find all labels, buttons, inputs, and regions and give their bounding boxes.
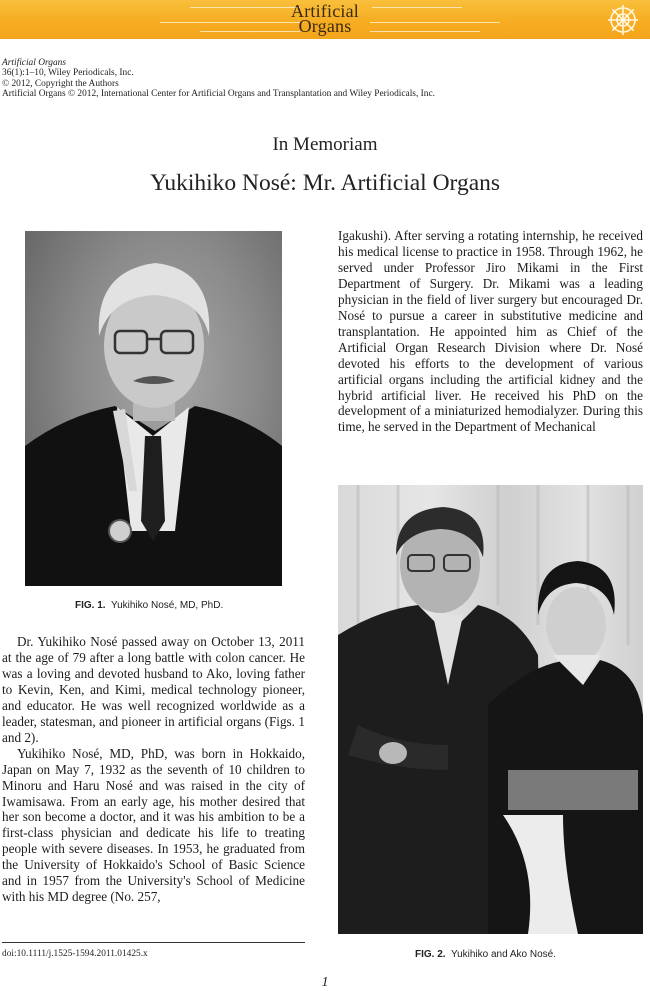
couple-photo [338,485,643,934]
emblem-icon [606,3,640,37]
figure-2-caption [415,949,556,960]
body-right-column [338,228,643,435]
copyright-publisher: Artificial Organs © 2012, International Center for Artificial Organs and Transplantation and Wiley Periodicals, Inc. [2,89,435,100]
paragraph: Igakushi). After serving a rotating internship, he received his medical license to practice in 1958. Through 1962, he served under Professor Jiro Mikami in the First Department of Surgery. Dr. Mikami was a leading physician in the field of liver surgery but encouraged Dr. Nosé to pursue a career in substitutive medicine and transplantation. He appointed him as Chief of the Artificial Organ Research Division where Dr. Nosé devoted his efforts to the development of various artificial organs including the artificial kidney and the hybrid artificial liver. He received his PhD on the development of a miniaturized hemodialyzer. During this time, he served in the Department of Mechanical [338,228,643,435]
portrait-illustration [25,231,282,586]
figure-2-text: Yukihiko and Ako Nosé. [450,949,557,960]
page-number: 1 [321,975,329,990]
article-title: Yukihiko Nosé: Mr. Artificial Organs [149,170,501,196]
figure-1-caption [75,600,223,611]
figure-1-label: FIG. 1. [75,600,106,611]
figure-2-label: FIG. 2. [415,949,446,960]
journal-citation: Artificial Organs [2,58,66,68]
couple-illustration [338,485,643,934]
journal-banner [0,0,650,39]
doi-footnote: doi:10.1111/j.1525-1594.2011.01425.x [2,949,148,959]
journal-name-line1: Artificial [291,1,359,21]
paragraph: Dr. Yukihiko Nosé passed away on October 13, 2011 at the age of 79 after a long battle with colon cancer. He was a loving and devoted husband to Ako, loving father to Kevin, Ken, and Kimi, medical technology pioneer, and educator. He was well recognized worldwide as a leader, statesman, and pioneer in artificial organs (Figs. 1 and 2). [2,634,305,745]
portrait-photo [25,231,282,586]
paragraph: Yukihiko Nosé, MD, PhD, was born in Hokkaido, Japan on May 7, 1932 as the seventh of 10 children to Minoru and Haru Nosé and was raised in the city of Iwamisawa. From an early age, his mother desired that her son become a doctor, and it was his ambition to be a first-class physician and dedicate his life to treating people with severe diseases. In 1953, he graduated from the University of Hokkaido's School of Basic Science and in 1957 from the University's School of Medicine with his MD degree (No. 257, [2,745,305,905]
footnote-rule [2,942,305,943]
copyright-authors: © 2012, Copyright the Authors [2,78,119,89]
body-left-column [2,634,305,905]
journal-name-line2: Organs [298,16,352,36]
citation-block [2,58,602,100]
figure-1-text: Yukihiko Nosé, MD, PhD. [110,600,224,611]
section-kicker: In Memoriam [272,134,378,155]
volume-info: 36(1):1–10, Wiley Periodicals, Inc. [2,68,134,79]
